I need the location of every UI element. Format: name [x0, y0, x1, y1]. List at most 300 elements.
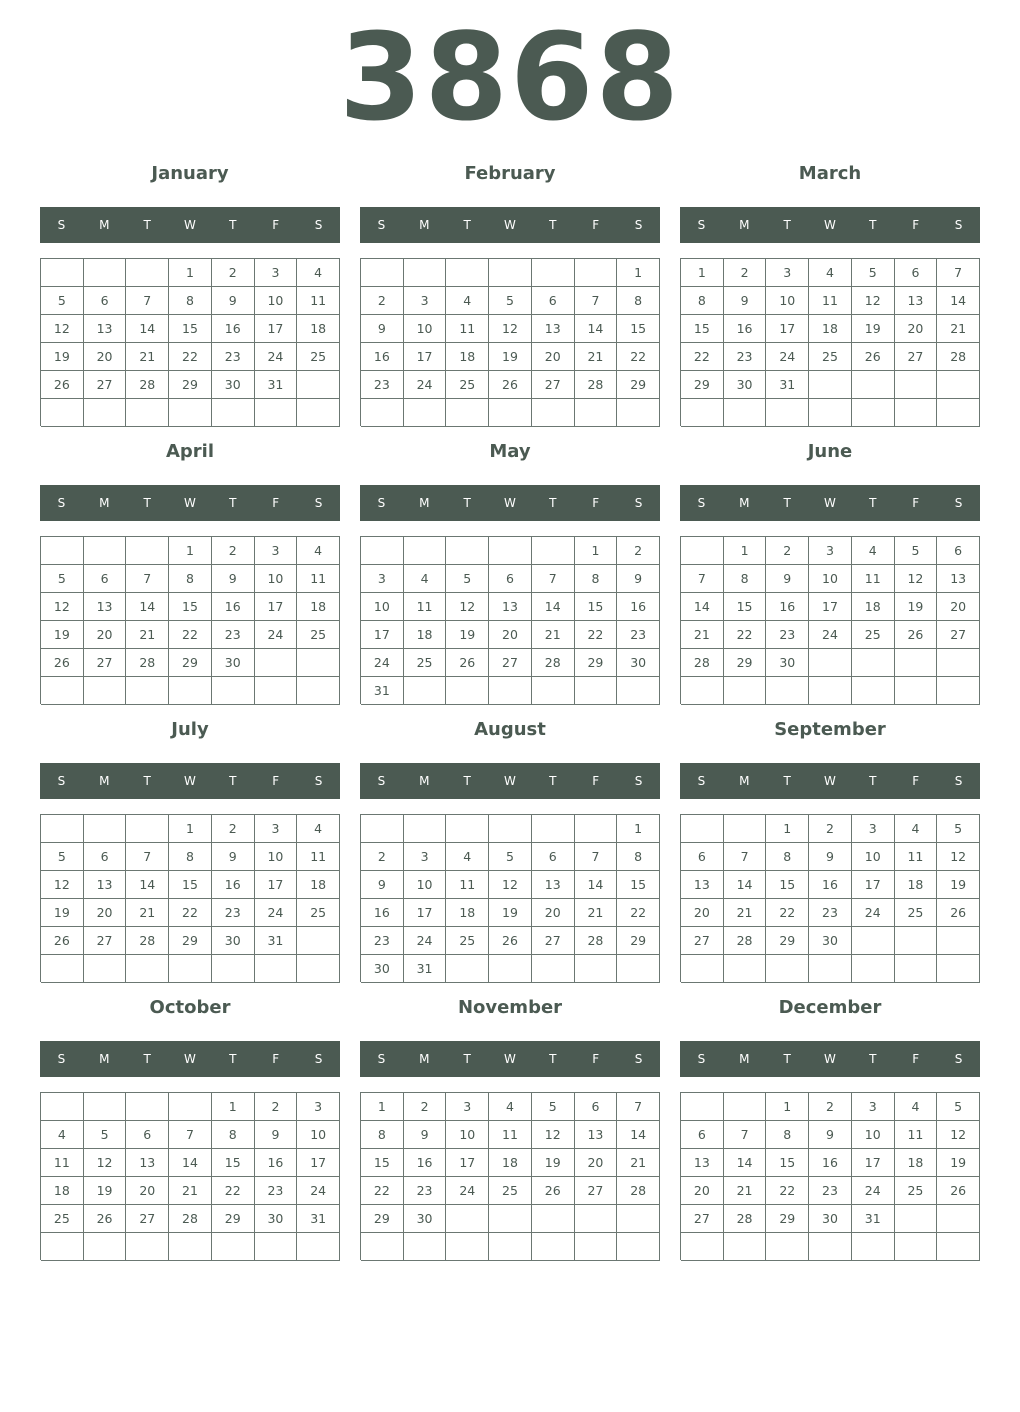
- day-cell: 17: [255, 315, 298, 343]
- weekday-label: T: [229, 774, 237, 788]
- day-cell: 22: [361, 1177, 404, 1205]
- day-cell: 17: [852, 1149, 895, 1177]
- day-cell: 20: [681, 899, 724, 927]
- day-cell: 14: [126, 315, 169, 343]
- empty-day-cell: [681, 955, 724, 983]
- day-cell: 21: [617, 1149, 660, 1177]
- day-cell: 26: [446, 649, 489, 677]
- weekday-label: W: [504, 1052, 516, 1066]
- day-cell: 22: [617, 899, 660, 927]
- day-cell: 19: [489, 343, 532, 371]
- weekday-label: M: [419, 774, 430, 788]
- day-cell: 21: [126, 621, 169, 649]
- day-cell: 19: [852, 315, 895, 343]
- day-cell: 19: [41, 899, 84, 927]
- empty-day-cell: [489, 1233, 532, 1261]
- day-cell: 25: [446, 927, 489, 955]
- day-cell: 26: [489, 371, 532, 399]
- day-cell: 31: [297, 1205, 340, 1233]
- empty-day-cell: [404, 537, 447, 565]
- empty-day-cell: [297, 399, 340, 427]
- empty-day-cell: [297, 649, 340, 677]
- day-cell: 6: [532, 287, 575, 315]
- weekday-label: S: [57, 774, 66, 788]
- day-cell: 5: [937, 815, 980, 843]
- weekday-label: F: [912, 774, 920, 788]
- empty-day-cell: [681, 399, 724, 427]
- month-name: October: [149, 997, 231, 1018]
- weekday-label: F: [272, 1052, 280, 1066]
- day-cell: 22: [724, 621, 767, 649]
- empty-day-cell: [852, 399, 895, 427]
- month-name: April: [165, 441, 215, 462]
- day-cell: 4: [297, 259, 340, 287]
- empty-day-cell: [852, 371, 895, 399]
- day-cell: 26: [937, 1177, 980, 1205]
- day-cell: 23: [361, 927, 404, 955]
- day-cell: 2: [724, 259, 767, 287]
- weekday-label: W: [184, 218, 196, 232]
- weekday-header: [360, 207, 660, 243]
- empty-day-cell: [766, 677, 809, 705]
- day-cell: 8: [724, 565, 767, 593]
- day-cell: 6: [84, 565, 127, 593]
- empty-day-cell: [895, 1233, 938, 1261]
- weekday-label: S: [314, 218, 323, 232]
- empty-day-cell: [126, 259, 169, 287]
- day-cell: 12: [41, 593, 84, 621]
- day-cell: 17: [361, 621, 404, 649]
- empty-day-cell: [84, 1093, 127, 1121]
- year-title: 3868: [339, 9, 681, 148]
- empty-day-cell: [724, 399, 767, 427]
- day-cell: 24: [766, 343, 809, 371]
- weekday-label: T: [143, 496, 151, 510]
- month-december: [680, 992, 980, 1270]
- weekday-label: F: [912, 496, 920, 510]
- day-cell: 5: [895, 537, 938, 565]
- weekday-label: M: [419, 496, 430, 510]
- weekday-label: S: [377, 496, 386, 510]
- day-cell: 15: [169, 871, 212, 899]
- day-cell: 27: [84, 371, 127, 399]
- day-cell: 8: [169, 565, 212, 593]
- empty-day-cell: [895, 649, 938, 677]
- empty-day-cell: [169, 399, 212, 427]
- day-cell: 12: [532, 1121, 575, 1149]
- day-grid: [360, 814, 660, 982]
- day-cell: 12: [937, 843, 980, 871]
- day-cell: 7: [575, 287, 618, 315]
- day-cell: 1: [617, 259, 660, 287]
- empty-day-cell: [809, 399, 852, 427]
- empty-day-cell: [809, 955, 852, 983]
- day-cell: 14: [532, 593, 575, 621]
- day-cell: 24: [852, 899, 895, 927]
- day-cell: 29: [212, 1205, 255, 1233]
- weekday-label: M: [739, 496, 750, 510]
- day-cell: 10: [404, 871, 447, 899]
- day-cell: 7: [681, 565, 724, 593]
- day-cell: 9: [361, 871, 404, 899]
- day-cell: 16: [255, 1149, 298, 1177]
- day-cell: 28: [126, 649, 169, 677]
- weekday-header: [360, 485, 660, 521]
- day-cell: 11: [297, 287, 340, 315]
- day-cell: 23: [212, 621, 255, 649]
- empty-day-cell: [852, 955, 895, 983]
- day-cell: 12: [852, 287, 895, 315]
- day-cell: 21: [126, 899, 169, 927]
- weekday-label: T: [549, 1052, 557, 1066]
- empty-day-cell: [617, 399, 660, 427]
- day-cell: 9: [212, 843, 255, 871]
- day-cell: 4: [446, 843, 489, 871]
- empty-day-cell: [41, 1233, 84, 1261]
- month-name: November: [457, 997, 563, 1018]
- day-cell: 11: [446, 871, 489, 899]
- empty-day-cell: [404, 815, 447, 843]
- weekday-label: W: [504, 496, 516, 510]
- day-grid: [680, 1092, 980, 1260]
- day-cell: 13: [895, 287, 938, 315]
- empty-day-cell: [41, 955, 84, 983]
- day-cell: 24: [297, 1177, 340, 1205]
- day-grid: [680, 258, 980, 426]
- weekday-label: S: [634, 218, 643, 232]
- day-cell: 20: [126, 1177, 169, 1205]
- weekday-label: T: [143, 774, 151, 788]
- empty-day-cell: [446, 677, 489, 705]
- day-cell: 22: [169, 899, 212, 927]
- weekday-label: S: [954, 496, 963, 510]
- weekday-label: S: [954, 1052, 963, 1066]
- day-cell: 3: [404, 287, 447, 315]
- day-cell: 20: [895, 315, 938, 343]
- day-cell: 17: [809, 593, 852, 621]
- day-cell: 14: [617, 1121, 660, 1149]
- weekday-label: S: [634, 496, 643, 510]
- day-grid: [40, 814, 340, 982]
- day-cell: 19: [41, 343, 84, 371]
- empty-day-cell: [681, 1093, 724, 1121]
- day-cell: 9: [255, 1121, 298, 1149]
- day-cell: 13: [84, 315, 127, 343]
- empty-day-cell: [575, 955, 618, 983]
- day-cell: 16: [724, 315, 767, 343]
- empty-day-cell: [361, 1233, 404, 1261]
- day-cell: 5: [852, 259, 895, 287]
- day-cell: 28: [937, 343, 980, 371]
- day-cell: 5: [446, 565, 489, 593]
- day-cell: 23: [404, 1177, 447, 1205]
- day-cell: 24: [255, 343, 298, 371]
- day-cell: 11: [895, 1121, 938, 1149]
- day-cell: 4: [852, 537, 895, 565]
- empty-day-cell: [937, 677, 980, 705]
- month-name: January: [151, 163, 229, 184]
- empty-day-cell: [532, 815, 575, 843]
- empty-day-cell: [724, 1093, 767, 1121]
- empty-day-cell: [126, 955, 169, 983]
- day-cell: 31: [361, 677, 404, 705]
- day-cell: 31: [766, 371, 809, 399]
- day-cell: 18: [895, 871, 938, 899]
- empty-day-cell: [724, 1233, 767, 1261]
- day-cell: 1: [766, 815, 809, 843]
- day-cell: 10: [809, 565, 852, 593]
- day-grid: [40, 1092, 340, 1260]
- empty-day-cell: [361, 537, 404, 565]
- empty-day-cell: [169, 1233, 212, 1261]
- day-cell: 13: [681, 871, 724, 899]
- day-cell: 7: [126, 565, 169, 593]
- day-cell: 21: [169, 1177, 212, 1205]
- weekday-label: S: [697, 774, 706, 788]
- day-cell: 16: [404, 1149, 447, 1177]
- empty-day-cell: [84, 259, 127, 287]
- weekday-label: F: [912, 218, 920, 232]
- day-cell: 4: [895, 815, 938, 843]
- day-cell: 10: [255, 565, 298, 593]
- day-cell: 15: [724, 593, 767, 621]
- day-cell: 26: [41, 649, 84, 677]
- month-november: [360, 992, 660, 1270]
- day-cell: 19: [84, 1177, 127, 1205]
- day-cell: 26: [41, 927, 84, 955]
- empty-day-cell: [895, 399, 938, 427]
- empty-day-cell: [297, 371, 340, 399]
- day-cell: 4: [297, 815, 340, 843]
- day-cell: 8: [212, 1121, 255, 1149]
- weekday-label: W: [824, 774, 836, 788]
- day-cell: 29: [766, 1205, 809, 1233]
- day-cell: 9: [766, 565, 809, 593]
- empty-day-cell: [41, 399, 84, 427]
- day-cell: 25: [446, 371, 489, 399]
- day-cell: 4: [297, 537, 340, 565]
- day-cell: 2: [809, 815, 852, 843]
- day-cell: 12: [489, 871, 532, 899]
- day-cell: 13: [84, 593, 127, 621]
- weekday-label: F: [592, 496, 600, 510]
- empty-day-cell: [724, 677, 767, 705]
- day-cell: 27: [126, 1205, 169, 1233]
- day-cell: 8: [681, 287, 724, 315]
- day-cell: 13: [532, 871, 575, 899]
- weekday-label: T: [143, 1052, 151, 1066]
- day-grid: [360, 536, 660, 704]
- day-cell: 2: [212, 259, 255, 287]
- day-cell: 5: [937, 1093, 980, 1121]
- month-march: [680, 158, 980, 436]
- weekday-label: F: [592, 1052, 600, 1066]
- empty-day-cell: [489, 955, 532, 983]
- day-cell: 6: [681, 1121, 724, 1149]
- day-cell: 6: [681, 843, 724, 871]
- weekday-label: M: [419, 218, 430, 232]
- day-cell: 3: [297, 1093, 340, 1121]
- day-cell: 27: [84, 927, 127, 955]
- day-cell: 13: [489, 593, 532, 621]
- day-cell: 23: [766, 621, 809, 649]
- day-cell: 19: [937, 871, 980, 899]
- day-cell: 11: [297, 843, 340, 871]
- weekday-label: S: [954, 774, 963, 788]
- day-cell: 16: [212, 871, 255, 899]
- day-cell: 5: [41, 287, 84, 315]
- day-cell: 10: [297, 1121, 340, 1149]
- day-cell: 8: [766, 843, 809, 871]
- month-october: [40, 992, 340, 1270]
- empty-day-cell: [617, 1205, 660, 1233]
- empty-day-cell: [446, 1233, 489, 1261]
- day-cell: 27: [681, 927, 724, 955]
- empty-day-cell: [41, 677, 84, 705]
- day-cell: 1: [766, 1093, 809, 1121]
- empty-day-cell: [575, 1205, 618, 1233]
- day-cell: 15: [575, 593, 618, 621]
- day-cell: 21: [681, 621, 724, 649]
- empty-day-cell: [724, 815, 767, 843]
- empty-day-cell: [937, 955, 980, 983]
- day-cell: 8: [169, 287, 212, 315]
- weekday-label: S: [697, 218, 706, 232]
- day-cell: 1: [169, 259, 212, 287]
- empty-day-cell: [41, 815, 84, 843]
- day-cell: 26: [41, 371, 84, 399]
- day-cell: 25: [41, 1205, 84, 1233]
- weekday-label: S: [314, 496, 323, 510]
- day-cell: 30: [212, 927, 255, 955]
- empty-day-cell: [297, 677, 340, 705]
- day-cell: 27: [681, 1205, 724, 1233]
- month-july: [40, 714, 340, 992]
- empty-day-cell: [84, 955, 127, 983]
- day-cell: 7: [724, 843, 767, 871]
- day-grid: [40, 536, 340, 704]
- day-cell: 16: [212, 593, 255, 621]
- empty-day-cell: [681, 537, 724, 565]
- day-cell: 4: [895, 1093, 938, 1121]
- weekday-label: T: [549, 218, 557, 232]
- day-cell: 23: [212, 343, 255, 371]
- day-cell: 8: [361, 1121, 404, 1149]
- day-cell: 18: [446, 899, 489, 927]
- weekday-label: T: [783, 774, 791, 788]
- day-cell: 12: [489, 315, 532, 343]
- day-cell: 5: [489, 287, 532, 315]
- day-cell: 17: [404, 899, 447, 927]
- empty-day-cell: [937, 371, 980, 399]
- empty-day-cell: [297, 955, 340, 983]
- day-cell: 8: [169, 843, 212, 871]
- day-cell: 29: [361, 1205, 404, 1233]
- day-cell: 24: [361, 649, 404, 677]
- day-cell: 15: [361, 1149, 404, 1177]
- day-cell: 1: [681, 259, 724, 287]
- day-grid: [360, 1092, 660, 1260]
- day-cell: 6: [895, 259, 938, 287]
- empty-day-cell: [255, 399, 298, 427]
- day-cell: 2: [255, 1093, 298, 1121]
- day-cell: 26: [489, 927, 532, 955]
- month-august: [360, 714, 660, 992]
- empty-day-cell: [126, 1233, 169, 1261]
- day-cell: 21: [126, 343, 169, 371]
- day-cell: 12: [41, 871, 84, 899]
- day-cell: 23: [724, 343, 767, 371]
- empty-day-cell: [766, 1233, 809, 1261]
- empty-day-cell: [575, 399, 618, 427]
- day-cell: 1: [724, 537, 767, 565]
- day-cell: 19: [489, 899, 532, 927]
- day-cell: 20: [489, 621, 532, 649]
- day-cell: 11: [895, 843, 938, 871]
- empty-day-cell: [404, 259, 447, 287]
- weekday-label: T: [143, 218, 151, 232]
- weekday-label: M: [739, 1052, 750, 1066]
- day-cell: 8: [575, 565, 618, 593]
- day-cell: 17: [255, 593, 298, 621]
- day-cell: 16: [617, 593, 660, 621]
- day-cell: 19: [446, 621, 489, 649]
- day-grid: [680, 536, 980, 704]
- day-cell: 1: [361, 1093, 404, 1121]
- months-grid: [40, 158, 980, 1270]
- weekday-header: [40, 485, 340, 521]
- day-cell: 25: [852, 621, 895, 649]
- day-cell: 25: [404, 649, 447, 677]
- day-cell: 9: [809, 1121, 852, 1149]
- day-cell: 21: [724, 1177, 767, 1205]
- weekday-label: S: [377, 1052, 386, 1066]
- weekday-label: S: [697, 1052, 706, 1066]
- day-cell: 5: [532, 1093, 575, 1121]
- day-cell: 15: [766, 871, 809, 899]
- day-cell: 4: [404, 565, 447, 593]
- day-cell: 21: [532, 621, 575, 649]
- day-cell: 28: [575, 927, 618, 955]
- day-cell: 12: [446, 593, 489, 621]
- day-cell: 28: [126, 371, 169, 399]
- day-cell: 24: [404, 927, 447, 955]
- empty-day-cell: [532, 259, 575, 287]
- empty-day-cell: [852, 677, 895, 705]
- empty-day-cell: [532, 537, 575, 565]
- day-cell: 25: [489, 1177, 532, 1205]
- empty-day-cell: [575, 677, 618, 705]
- empty-day-cell: [532, 955, 575, 983]
- day-cell: 25: [297, 899, 340, 927]
- weekday-label: T: [463, 218, 471, 232]
- weekday-header: [40, 207, 340, 243]
- weekday-label: T: [463, 496, 471, 510]
- day-cell: 20: [84, 621, 127, 649]
- day-cell: 23: [255, 1177, 298, 1205]
- day-cell: 19: [532, 1149, 575, 1177]
- day-cell: 27: [895, 343, 938, 371]
- empty-day-cell: [937, 649, 980, 677]
- day-cell: 21: [937, 315, 980, 343]
- day-cell: 18: [297, 315, 340, 343]
- day-cell: 13: [84, 871, 127, 899]
- day-cell: 7: [532, 565, 575, 593]
- day-cell: 11: [404, 593, 447, 621]
- empty-day-cell: [169, 1093, 212, 1121]
- day-cell: 22: [169, 343, 212, 371]
- weekday-label: S: [377, 774, 386, 788]
